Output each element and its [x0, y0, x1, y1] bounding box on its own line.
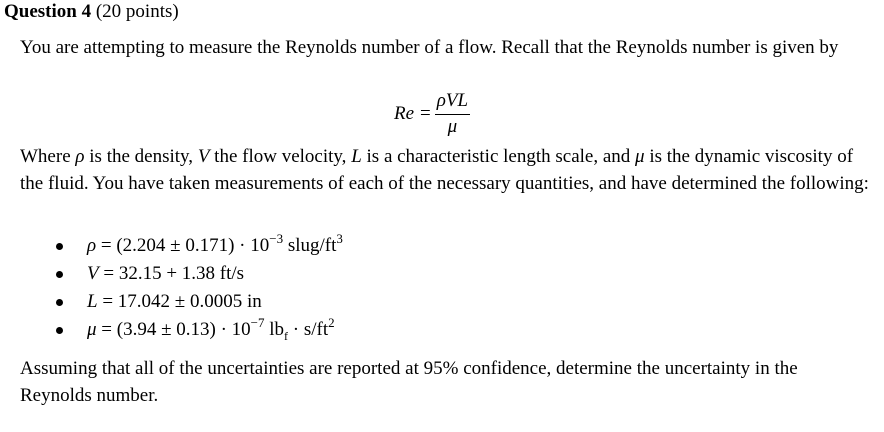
- velocity-value: = 32.15 + 1.38 ft/s: [98, 263, 245, 284]
- viscosity-symbol: μ: [87, 319, 97, 340]
- list-item-viscosity: [56, 316, 343, 344]
- desc-text-1: Where: [20, 146, 76, 167]
- bullet-icon: [56, 271, 63, 278]
- question-heading: [4, 0, 179, 24]
- viscosity-unit-2: · s/ft: [288, 319, 329, 340]
- velocity-symbol: V: [87, 263, 99, 284]
- bullet-icon: [56, 243, 63, 250]
- viscosity-expression: [87, 316, 335, 344]
- intro-paragraph: You are attempting to measure the Reynolds number of a flow. Recall that the Reynolds number is given by: [20, 37, 839, 58]
- desc-rho: ρ: [75, 146, 85, 167]
- desc-text-2: is the density,: [84, 146, 198, 167]
- density-value: = (2.204 ± 0.171) · 10: [96, 235, 270, 256]
- length-expression: [87, 288, 262, 316]
- question-points: (20 points): [91, 1, 179, 22]
- list-item-length: [56, 288, 343, 316]
- density-symbol: ρ: [87, 235, 97, 256]
- viscosity-exponent: −7: [250, 314, 265, 330]
- velocity-expression: [87, 260, 244, 288]
- formula-lhs: Re: [394, 103, 415, 124]
- desc-text-5: is the dynamic viscosity of the fluid. You have taken measurements of each of the necessary quantities, and have determined the following:: [20, 146, 869, 194]
- formula-equals: =: [420, 103, 431, 124]
- viscosity-value: = (3.94 ± 0.13) · 10: [96, 319, 251, 340]
- desc-text-4: is a characteristic length scale, and: [361, 146, 636, 167]
- viscosity-unit-subscript: f: [284, 328, 289, 343]
- viscosity-unit-exponent: 2: [328, 314, 335, 330]
- question-number: Question 4: [4, 1, 92, 22]
- density-expression: [87, 232, 343, 260]
- formula-fraction: [435, 90, 470, 139]
- closing-paragraph: Assuming that all of the uncertainties are reported at 95% confidence, determine the uncertainty in the Reynolds number.: [20, 358, 798, 406]
- reynolds-formula: [394, 86, 470, 142]
- density-exponent: −3: [269, 230, 284, 246]
- desc-l: L: [351, 146, 362, 167]
- formula-numerator: ρVL: [435, 90, 470, 115]
- density-unit: slug/ft: [283, 235, 337, 256]
- bullet-icon: [56, 299, 63, 306]
- viscosity-unit: lb: [264, 319, 285, 340]
- desc-text-3: the flow velocity,: [209, 146, 352, 167]
- desc-v: V: [197, 146, 210, 167]
- length-value: = 17.042 ± 0.0005 in: [97, 291, 262, 312]
- bullet-icon: [56, 327, 63, 334]
- length-symbol: L: [87, 291, 98, 312]
- list-item-density: [56, 232, 343, 260]
- desc-mu: μ: [635, 146, 645, 167]
- formula-denominator: μ: [447, 115, 458, 137]
- density-unit-exponent: 3: [336, 230, 343, 246]
- list-item-velocity: [56, 260, 343, 288]
- measurement-list: [56, 232, 343, 344]
- description-paragraph: [20, 143, 870, 197]
